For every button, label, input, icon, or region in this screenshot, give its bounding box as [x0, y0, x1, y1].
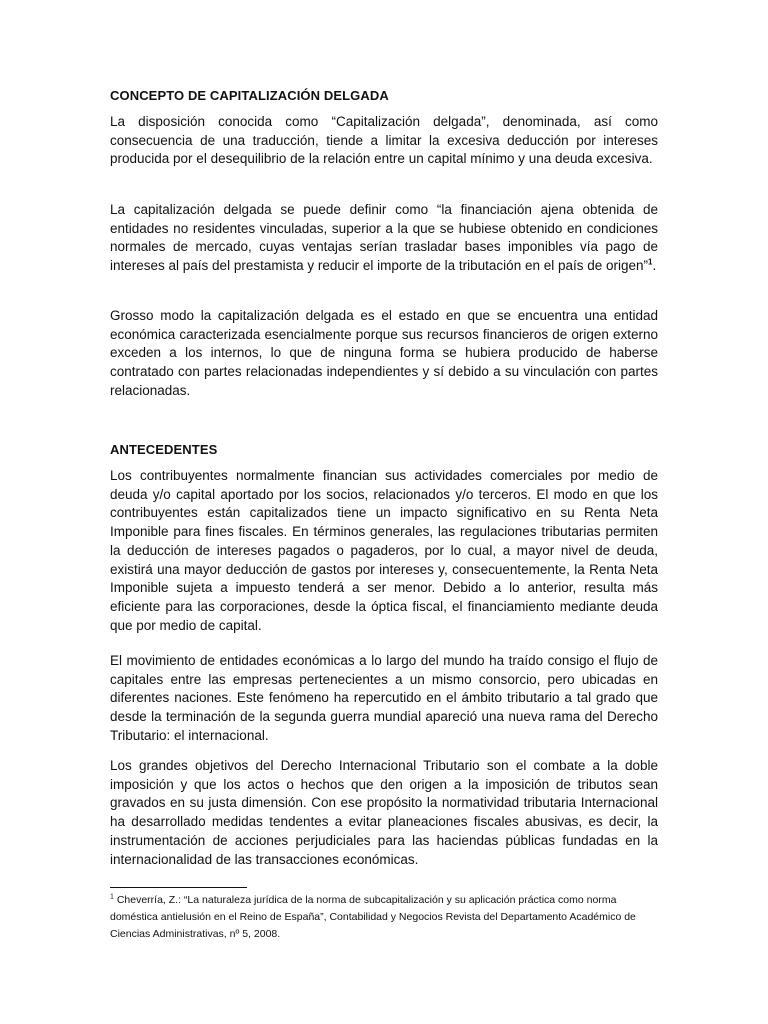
- paragraph-concepto-3: Grosso modo la capitalización delgada es el estado en que se encuentra una entidad económica caracterizada esencialmente porque sus recursos financieros de origen externo exceden a los internos, lo que de ninguna forma se hubiera producido de haberse contratado con partes relacionadas independientes y sí debido a su vinculación con partes relacionadas.: [110, 308, 658, 398]
- paragraph-antecedentes-3: Los grandes objetivos del Derecho Internacional Tributario son el combate a la doble imposición y que los actos o hechos que den origen a la imposición de tributos sean gravados en su justa dimensión. Con ese propósito la normatividad tributaria Internacional ha desarrollado medidas tendentes a evitar planeaciones fiscales abusivas, es decir, la instrumentación de acciones perjudiciales para las haciendas públicas fundadas en la internacionalidad de las transacciones económicas.: [110, 758, 658, 867]
- section-heading-antecedentes: ANTECEDENTES: [110, 442, 218, 457]
- footnote: [110, 892, 658, 943]
- section-heading-concepto: CONCEPTO DE CAPITALIZACIÓN DELGADA: [110, 88, 389, 103]
- paragraph-antecedentes-1: Los contribuyentes normalmente financian sus actividades comerciales por medio de deuda y/o capital aportado por los socios, relacionados y/o terceros. El modo en que los contribuyentes están capitalizados tiene un impacto significativo en su Renta Neta Imponible para fines fiscales. En términos generales, las regulaciones tributarias permiten la deducción de intereses pagados o pagaderos, por lo cual, a mayor nivel de deuda, existirá una mayor deducción de gastos por intereses y, consecuentemente, la Renta Neta Imponible sujeta a impuesto tenderá a ser menor. Debido a lo anterior, resulta más eficiente para las corporaciones, desde la óptica fiscal, el financiamiento mediante deuda que por medio de capital.: [110, 468, 658, 633]
- footnote-text: Cheverría, Z.: “La naturaleza jurídica de la norma de subcapitalización y su aplicación práctica como norma doméstica antielusión en el Reino de España”, Contabilidad y Negocios Revista del Departamento Académico de Ciencias Administrativas, nº 5, 2008.: [110, 894, 636, 940]
- footnote-marker: 1: [110, 893, 114, 901]
- paragraph-concepto-2-text: La capitalización delgada se puede definir como “la financiación ajena obtenida de entidades no residentes vinculadas, superior a la que se hubiese obtenido en condiciones normales de mercado, cuyas ventajas serían trasladar bases imponibles vía pago de intereses al país del prestamista y reducir el importe de la tributación en el país de origen”: [110, 202, 658, 274]
- footnote-reference: 1: [648, 257, 653, 267]
- paragraph-concepto-2-tail: .: [652, 258, 657, 274]
- paragraph-concepto-2: [110, 201, 658, 276]
- footnote-separator: [110, 887, 247, 888]
- paragraph-concepto-1: La disposición conocida como “Capitalización delgada”, denominada, así como consecuencia de una traducción, tiende a limitar la excesiva deducción por intereses producida por el desequilibrio de la relación entre un capital mínimo y una deuda excesiva.: [110, 114, 658, 167]
- paragraph-antecedentes-2: El movimiento de entidades económicas a lo largo del mundo ha traído consigo el flujo de capitales entre las empresas pertenecientes a un mismo consorcio, pero ubicadas en diferentes naciones. Este fenómeno ha repercutido en el ámbito tributario a tal grado que desde la terminación de la segunda guerra mundial apareció una nueva rama del Derecho Tributario: el internacional.: [110, 653, 658, 743]
